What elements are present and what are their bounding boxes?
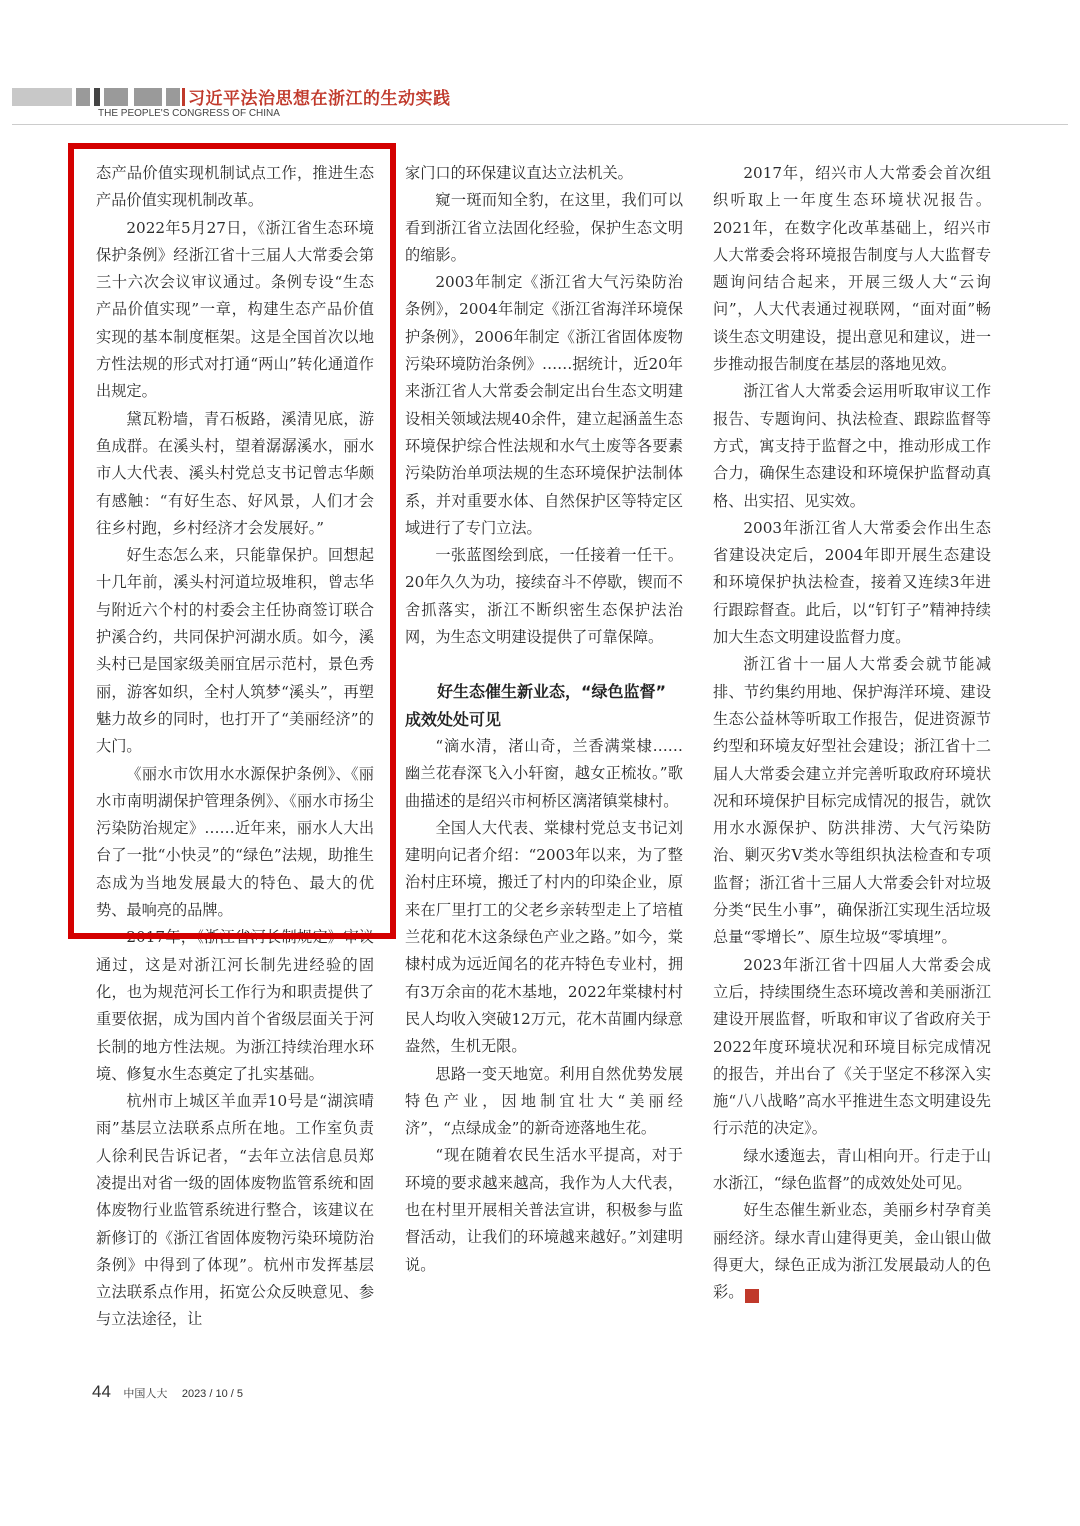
paragraph: 好生态怎么来，只能靠保护。回想起十几年前，溪头村河道垃圾堆积，曾志华与附近六个村的村委会主任协商签订联合护溪合约，共同保护河湖水质。如今，溪头村已是国家级美丽宜居示范村，景色秀丽，游客如织，全村人筑梦“溪头”，再塑魅力故乡的同时，也打开了“美丽经济”的大门。: [96, 546, 374, 756]
page-number: 44: [92, 1382, 111, 1401]
paragraph: “现在随着农民生活水平提高，对于环境的要求越来越高，我作为人大代表，也在村里开展相关普法宣讲，积极参与监督活动，让我们的环境越来越好。”刘建明说。: [405, 1146, 683, 1274]
paragraph: 《丽水市饮用水水源保护条例》、《丽水市南明湖保护管理条例》、《丽水市扬尘污染防治规定》……近年来，丽水人大出台了一批“小快灵”的“绿色”法规，助推生态成为当地发展最大的特色、最大的优势、最响亮的品牌。: [96, 764, 374, 920]
paragraph: “滴水清，渚山奇，兰香满棠棣……幽兰花春深飞入小轩窗，越女正梳妆。”歌曲描述的是绍兴市柯桥区漓渚镇棠棣村。: [405, 736, 683, 810]
paragraph: 窥一斑而知全豹，在这里，我们可以看到浙江省立法固化经验，保护生态文明的缩影。: [405, 191, 683, 264]
section-heading-line2: 成效处处可见: [405, 709, 502, 729]
red-highlight-box: [68, 143, 396, 939]
paragraph: [713, 1197, 991, 1306]
paragraph: 黛瓦粉墙，青石板路，溪清见底，游鱼成群。在溪头村，望着潺潺溪水，丽水市人大代表、溪头村党总支书记曾志华颇有感触：“有好生态、好风景，人们才会往乡村跑，乡村经济才会发展好。”: [96, 409, 374, 537]
column-3: [713, 160, 991, 1306]
paragraph: 绿水逶迤去，青山相向开。行走于山水浙江，“绿色监督”的成效处处可见。: [713, 1146, 991, 1192]
paragraph: 2003年制定《浙江省大气污染防治条例》，2004年制定《浙江省海洋环境保护条例》，2006年制定《浙江省固体废物污染环境防治条例》……据统计，近20年来浙江省人大常委会制定出台生态文明建设相关领域法规40余件，建立起涵盖生态环境保护综合性法规和水气土废等各要素污染防治单项法规的生态环境保护法制体系，并对重要水体、自然保护区等特定区域进行了专门立法。: [405, 273, 683, 537]
magazine-name: 中国人大: [123, 1388, 168, 1400]
page-footer: [92, 1382, 243, 1402]
paragraph: 2023年浙江省十四届人大常委会成立后，持续围绕生态环境改善和美丽浙江建设开展监督，听取和审议了省政府关于2022年度环境状况和环境目标完成情况的报告，并出台了《关于坚定不移深入实施“八八战略”高水平推进生态文明建设先行示范的决定》。: [713, 955, 991, 1138]
header-decor-bars: [12, 88, 182, 106]
paragraph: 一张蓝图绘到底，一任接着一任干。20年久久为功，接续奋斗不停歇，锲而不舍抓落实，浙江不断织密生态保护法治网，为生态文明建设提供了可靠保障。: [405, 546, 683, 647]
issue-date: 2023 / 10 / 5: [181, 1388, 243, 1400]
section-heading: [405, 678, 683, 733]
paragraph: 家门口的环保建议直达立法机关。: [405, 164, 633, 182]
paragraph: 杭州市上城区羊血弄10号是“湖滨晴雨”基层立法联系点所在地。工作室负责人徐利民告诉记者，“去年立法信息员郑凌提出对省一级的固体废物监管系统和固体废物行业监管系统进行整合，该建议在新修订的《浙江省固体废物污染环境防治条例》中得到了体现”。杭州市发挥基层立法联系点作用，拓宽公众反映意见、参与立法途径，让: [96, 1092, 374, 1329]
column-2: [405, 160, 683, 1279]
paragraph-text: 好生态催生新业态，美丽乡村孕育美丽经济。绿水青山建得更美，金山银山做得更大，绿色正成为浙江发展最动人的色彩。: [713, 1201, 991, 1302]
section-title: 习近平法治思想在浙江的生动实践: [188, 89, 451, 109]
paragraph: 2022年5月27日，《浙江省生态环境保护条例》经浙江省十三届人大常委会第三十六次会议审议通过。条例专设“生态产品价值实现”一章，构建生态产品价值实现的基本制度框架。这是全国首次以地方性法规的形式对打通“两山”转化通道作出规定。: [96, 218, 374, 401]
paragraph: 浙江省人大常委会运用听取审议工作报告、专题询问、执法检查、跟踪监督等方式，寓支持于监督之中，推动形成工作合力，确保生态建设和环境保护监督动真格、出实招、见实效。: [713, 382, 991, 510]
header-divider: [12, 124, 1068, 125]
end-mark-star-icon: ★: [745, 1289, 759, 1303]
paragraph: 全国人大代表、棠棣村党总支书记刘建明向记者介绍：“2003年以来，为了整治村庄环境，搬迁了村内的印染企业，原来在厂里打工的父老乡亲转型走上了培植兰花和花木这条绿色产业之路。”如今，棠棣村成为远近闻名的花卉特色专业村，拥有3万余亩的花木基地，2022年棠棣村村民人均收入突破12万元，花木苗圃内绿意盎然，生机无限。: [405, 818, 683, 1056]
paragraph: 2017年，《浙江省河长制规定》审议通过，这是对浙江河长制先进经验的固化，也为规范河长工作行为和职责提供了重要依据，成为国内首个省级层面关于河长制的地方性法规。为浙江持续治理水环境、修复水生态奠定了扎实基础。: [96, 928, 374, 1083]
paragraph: 态产品价值实现机制试点工作，推进生态产品价值实现机制改革。: [96, 164, 374, 210]
section-heading-line1: 好生态催生新业态，“绿色监督”: [437, 682, 667, 702]
magazine-subtitle: THE PEOPLE'S CONGRESS OF CHINA: [98, 108, 280, 119]
paragraph: 2003年浙江省人大常委会作出生态省建设决定后，2004年即开展生态建设和环境保护执法检查，接着又连续3年进行跟踪督查。此后，以“钉钉子”精神持续加大生态文明建设监督力度。: [713, 518, 991, 647]
paragraph: 思路一变天地宽。利用自然优势发展特色产业，因地制宜壮大“美丽经济”，“点绿成金”的新奇迹落地生花。: [405, 1064, 683, 1138]
paragraph: 2017年，绍兴市人大常委会首次组织听取上一年度生态环境状况报告。2021年，在数字化改革基础上，绍兴市人大常委会将环境报告制度与人大监督专题询问结合起来，开展三级人大“云询问”，人大代表通过视联网，“面对面”畅谈生态文明建设，提出意见和建议，进一步推动报告制度在基层的落地见效。: [713, 164, 991, 374]
paragraph: 浙江省十一届人大常委会就节能减排、节约集约用地、保护海洋环境、建设生态公益林等听取工作报告，促进资源节约型和环境友好型社会建设；浙江省十二届人大常委会建立并完善听取政府环境状况和环境保护目标完成情况的报告，就饮用水水源保护、防洪排涝、大气污染防治、剿灭劣V类水等组织执法检查和专项监督；浙江省十三届人大常委会针对垃圾分类“民生小事”，确保浙江实现生活垃圾总量“零增长”、原生垃圾“零填埋”。: [713, 655, 991, 947]
